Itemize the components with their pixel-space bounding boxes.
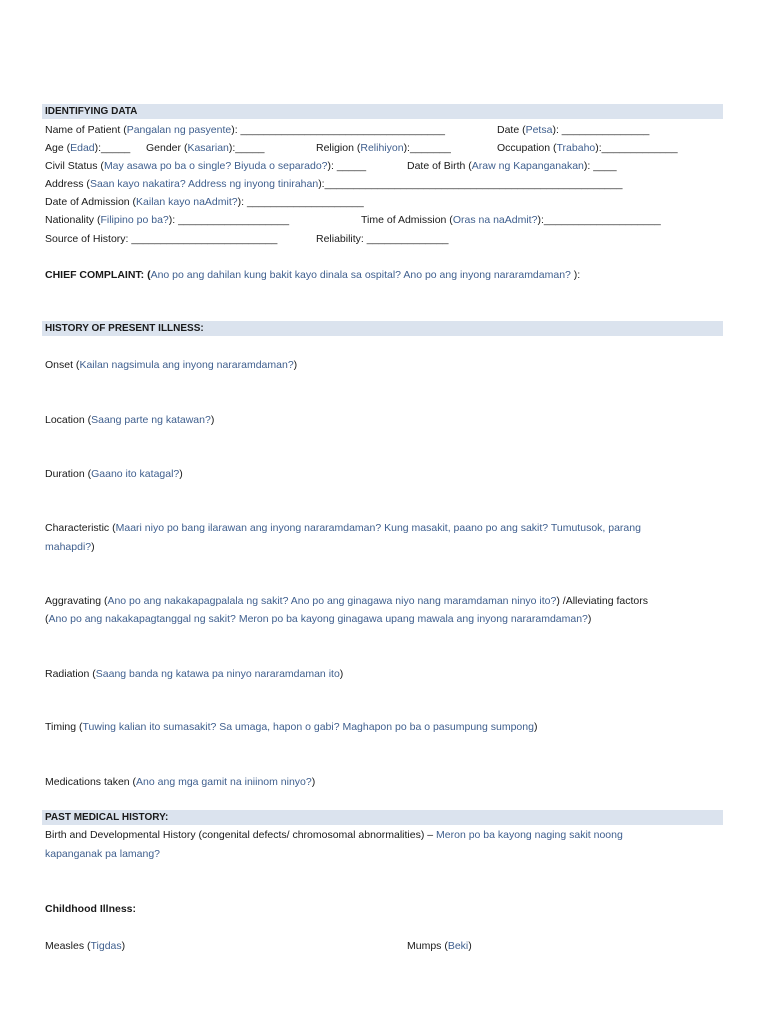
birth-history-item: Birth and Developmental History (congenital defects/ chromosomal abnormalities) – Meron po ba kayong naging sakit noong [45,829,623,841]
alleviating-item: (Ano po ang nakakapagtanggal ng sakit? Meron po ba kayong ginagawa upang mawala ang inyong nararamdaman?) [45,613,592,625]
timing-item: Timing (Tuwing kalian ito sumasakit? Sa umaga, hapon o gabi? Maghapon po ba o pasumpung sumpong) [45,721,538,733]
time-of-admission-field: Time of Admission (Oras na naAdmit?):____________________ [361,214,661,226]
section-title: IDENTIFYING DATA [45,106,138,117]
childhood-illness-heading: Childhood Illness: [45,903,136,915]
date-of-admission-field: Date of Admission (Kailan kayo naAdmit?): ____________________ [45,196,364,208]
gender-field: Gender (Kasarian):_____ [146,142,265,154]
duration-item: Duration (Gaano ito katagal?) [45,468,183,480]
pmh-header [42,810,723,825]
patient-name-field: Name of Patient (Pangalan ng pasyente): ___________________________________ [45,124,445,136]
radiation-item: Radiation (Saang banda ng katawa pa ninyo nararamdaman ito) [45,668,344,680]
medications-item: Medications taken (Ano ang mga gamit na iniinom ninyo?) [45,776,316,788]
characteristic-item: Characteristic (Maari niyo po bang ilarawan ang inyong nararamdaman? Kung masakit, paano po ang sakit? Tumutusok, parang [45,522,641,534]
section-title: PAST MEDICAL HISTORY: [45,812,169,823]
onset-item: Onset (Kailan nagsimula ang inyong nararamdaman?) [45,359,298,371]
hpi-header [42,321,723,336]
aggravating-item: Aggravating (Ano po ang nakakapagpalala ng sakit? Ano po ang ginagawa niyo nang maramdaman ninyo ito?) /Alleviating factors [45,595,648,607]
section-title: HISTORY OF PRESENT ILLNESS: [45,323,204,334]
source-of-history-field: Source of History: _________________________ [45,233,278,245]
chief-complaint: CHIEF COMPLAINT: (Ano po ang dahilan kung bakit kayo dinala sa ospital? Ano po ang inyong nararamdaman? ): [45,269,581,281]
date-field: Date (Petsa): _______________ [497,124,650,136]
measles-item: Measles (Tigdas) [45,940,126,952]
reliability-field: Reliability: ______________ [316,233,449,245]
mumps-item: Mumps (Beki) [407,940,472,952]
date-of-birth-field: Date of Birth (Araw ng Kapanganakan): ____ [407,160,617,172]
age-field: Age (Edad):_____ [45,142,131,154]
address-field: Address (Saan kayo nakatira? Address ng inyong tinirahan):___________________________________________________ [45,178,623,190]
location-item: Location (Saang parte ng katawan?) [45,414,215,426]
occupation-field: Occupation (Trabaho):_____________ [497,142,678,154]
birth-history-item-cont: kapanganak pa lamang? [45,848,161,860]
identifying-data-header [42,104,723,119]
civil-status-field: Civil Status (May asawa po ba o single? Biyuda o separado?): _____ [45,160,367,172]
religion-field: Religion (Relihiyon):_______ [316,142,451,154]
characteristic-item-cont: mahapdi?) [45,541,95,553]
nationality-field: Nationality (Filipino po ba?): ___________________ [45,214,290,226]
